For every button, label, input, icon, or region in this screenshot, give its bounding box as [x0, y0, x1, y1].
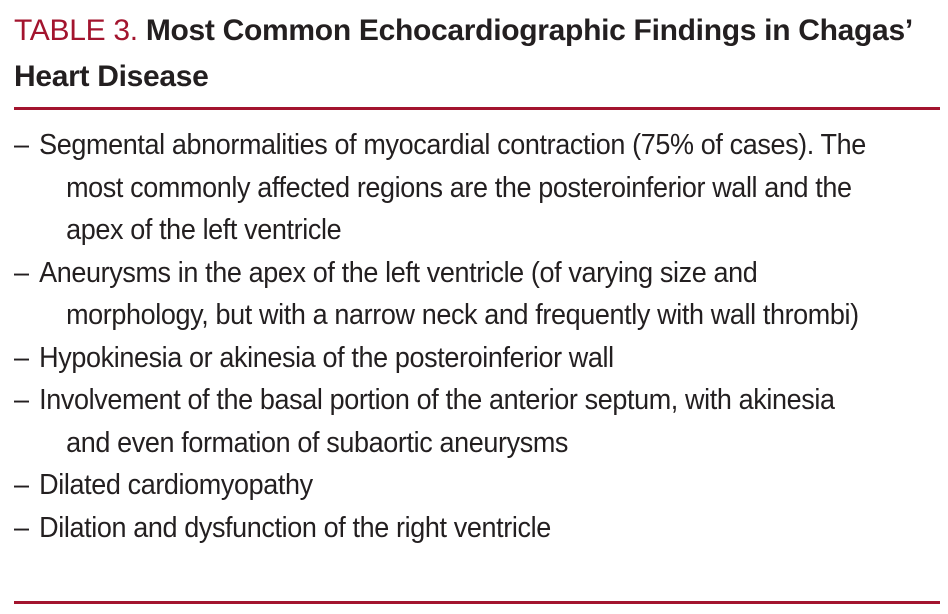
table-title-text: Most Common Echocardiographic Findings in Chagas’ Heart Disease [14, 14, 912, 93]
finding-text: Aneurysms in the apex of the left ventricle (of varying size and morphology, but with a narrow neck and frequently with wall thrombi) [39, 256, 859, 331]
dash-bullet: – [14, 384, 29, 416]
dash-bullet: – [14, 469, 29, 501]
dash-bullet: – [14, 129, 29, 161]
finding-text: Hypokinesia or akinesia of the posteroinferior wall [39, 341, 614, 374]
finding-item [14, 252, 875, 337]
dash-bullet: – [14, 511, 29, 544]
finding-item [14, 507, 875, 550]
dash-bullet: – [14, 256, 29, 289]
top-rule [14, 107, 940, 110]
table-title [14, 0, 940, 100]
finding-item [14, 379, 875, 464]
finding-text: Dilated cardiomyopathy [39, 469, 313, 501]
finding-item [14, 337, 875, 380]
finding-item [14, 464, 875, 507]
finding-text: Involvement of the basal portion of the anterior septum, with akinesia and even formation of subaortic aneurysms [39, 384, 835, 459]
finding-item [14, 124, 875, 252]
finding-text: Segmental abnormalities of myocardial contraction (75% of cases). The most commonly affected regions are the posteroinferior wall and the apex of the left ventricle [39, 129, 866, 246]
finding-text: Dilation and dysfunction of the right ventricle [39, 511, 551, 544]
table-3 [14, 0, 940, 614]
bottom-rule [14, 601, 940, 604]
dash-bullet: – [14, 341, 29, 374]
findings-list [14, 124, 875, 549]
table-label: TABLE 3. [14, 14, 138, 47]
